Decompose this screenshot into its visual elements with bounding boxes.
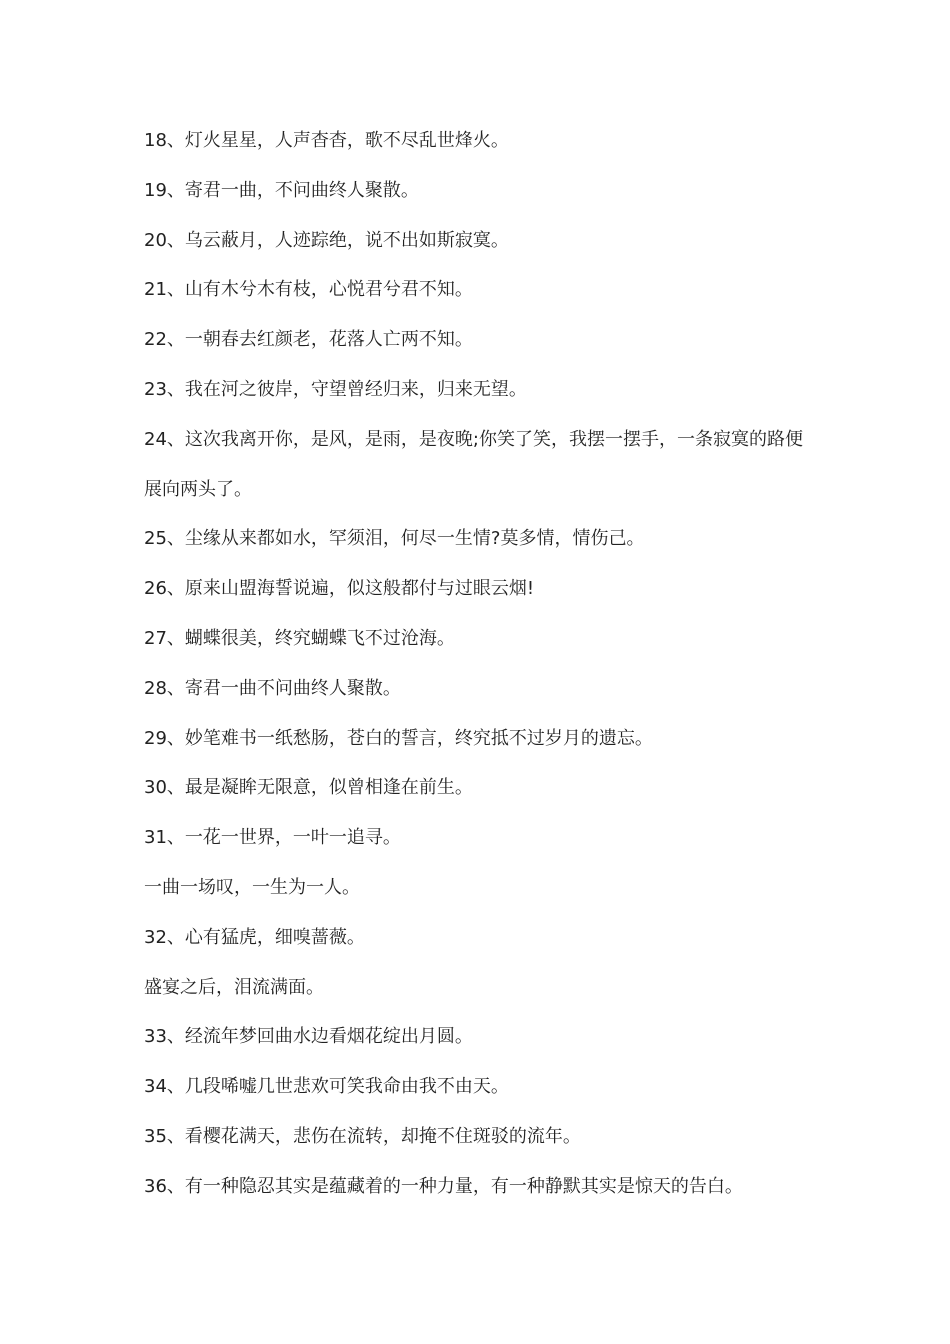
text-line-28: 28、寄君一曲不问曲终人聚散。	[144, 677, 401, 699]
text-line-20: 20、乌云蔽月，人迹踪绝，说不出如斯寂寞。	[144, 229, 509, 251]
text-line-32: 32、心有猛虎，细嗅蔷薇。	[144, 926, 365, 948]
text-line-22: 22、一朝春去红颜老，花落人亡两不知。	[144, 329, 473, 351]
text-line-30: 30、最是凝眸无限意，似曾相逢在前生。	[144, 777, 473, 799]
text-line-24: 24、这次我离开你，是风，是雨，是夜晚;你笑了笑，我摆一摆手，一条寂寞的路便	[144, 428, 803, 450]
text-body	[144, 126, 824, 1222]
text-line-25: 25、尘缘从来都如水，罕须泪，何尽一生情?莫多情，情伤己。	[144, 528, 645, 550]
text-line-31-continued: 一曲一场叹，一生为一人。	[144, 876, 360, 898]
text-line-21: 21、山有木兮木有枝，心悦君兮君不知。	[144, 279, 473, 301]
text-line-33: 33、经流年梦回曲水边看烟花绽出月圆。	[144, 1026, 473, 1048]
text-line-34: 34、几段唏嘘几世悲欢可笑我命由我不由天。	[144, 1076, 509, 1098]
text-line-18: 18、灯火星星，人声杳杳，歌不尽乱世烽火。	[144, 130, 509, 151]
text-line-36: 36、有一种隐忍其实是蕴藏着的一种力量，有一种静默其实是惊天的告白。	[144, 1175, 743, 1197]
text-line-35: 35、看樱花满天，悲伤在流转，却掩不住斑驳的流年。	[144, 1125, 581, 1147]
text-line-23: 23、我在河之彼岸，守望曾经归来，归来无望。	[144, 378, 527, 400]
text-line-32-continued: 盛宴之后，泪流满面。	[144, 976, 324, 998]
text-line-19: 19、寄君一曲，不问曲终人聚散。	[144, 179, 419, 201]
text-line-31: 31、一花一世界，一叶一追寻。	[144, 827, 401, 849]
text-line-24-continued: 展向两头了。	[144, 478, 252, 500]
text-line-29: 29、妙笔难书一纸愁肠，苍白的誓言，终究抵不过岁月的遗忘。	[144, 727, 653, 749]
text-line-27: 27、蝴蝶很美，终究蝴蝶飞不过沧海。	[144, 627, 455, 649]
text-line-26: 26、原来山盟海誓说遍，似这般都付与过眼云烟!	[144, 578, 535, 600]
